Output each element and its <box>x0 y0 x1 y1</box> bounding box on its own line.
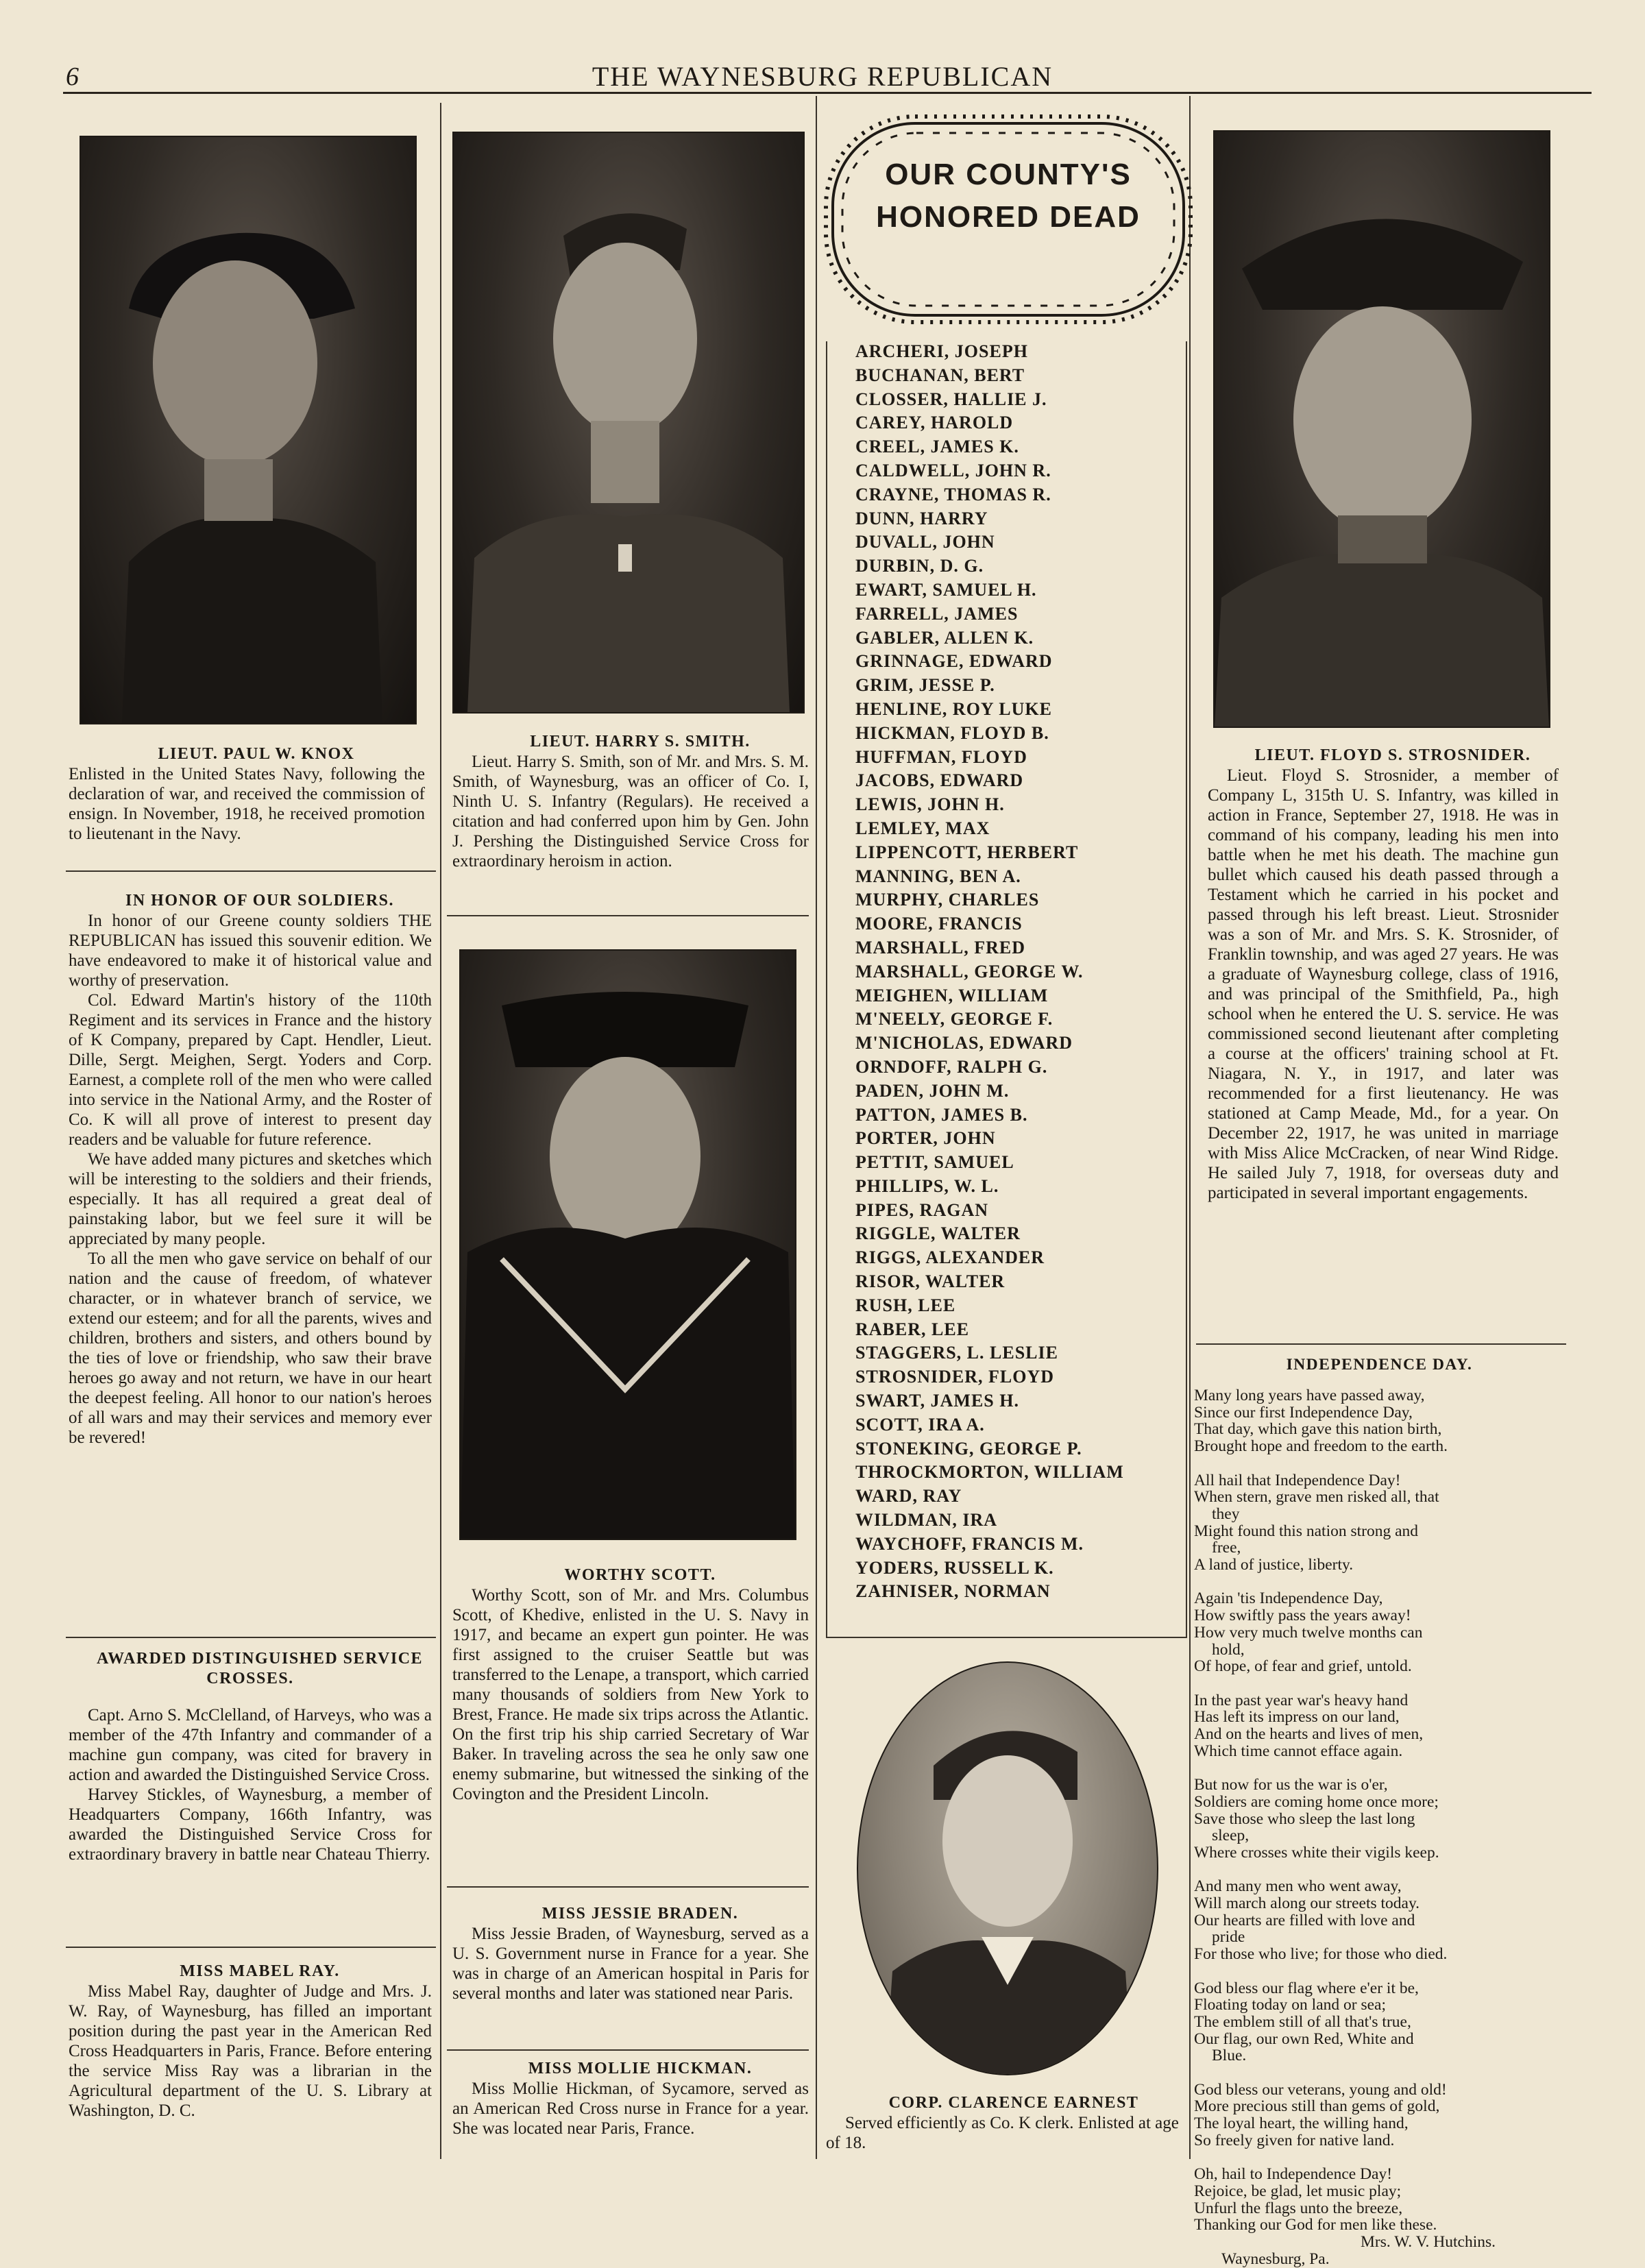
honor-p1: In honor of our Greene county soldiers THE REPUBLICAN has issued this souvenir edition. We have endeavored to make it of historical value and worthy of preservation. <box>69 912 432 990</box>
earnest-portrait-icon <box>858 1663 1157 2074</box>
scott-photo <box>459 949 796 1540</box>
honored-dead-name: CALDWELL, JOHN R. <box>855 460 1051 480</box>
honor-p3: We have added many pictures and sketches which will be interesting to the soldiers and their friends, especially. It has all required a great deal of painstaking labor, but we feel sure it will be appreciated by many people. <box>69 1150 432 1248</box>
honored-dead-name: ARCHERI, JOSEPH <box>855 341 1028 361</box>
poem-line: Soldiers are coming home once more; <box>1194 1792 1439 1811</box>
poem-line: Might found this nation strong and <box>1194 1522 1419 1540</box>
poem-line: Floating today on land or sea; <box>1194 1996 1386 2014</box>
ray-article <box>69 1962 432 2121</box>
honored-dead-name: LEMLEY, MAX <box>855 818 990 838</box>
poem-stanza <box>1194 1980 1523 2065</box>
poem-line: Blue. <box>1212 2047 1247 2065</box>
poem-line: Again 'tis Independence Day, <box>1194 1589 1383 1608</box>
honored-dead-name: WARD, RAY <box>855 1486 962 1507</box>
poem-line: Which time cannot efface again. <box>1194 1742 1403 1760</box>
poem-line: Our hearts are filled with love and <box>1194 1911 1415 1929</box>
rule-strosnider <box>1196 1343 1566 1345</box>
honored-dead-name: PORTER, JOHN <box>855 1128 996 1149</box>
poem-stanza <box>1194 1777 1523 1862</box>
poem-line: Has left its impress on our land, <box>1194 1708 1400 1727</box>
poem-stanza <box>1194 1590 1523 1675</box>
honor-p4: To all the men who gave service on behalf of our nation and the cause of freedom, of whatever character, or in whatever branch of service, we extend our esteem; and for all the parents, wives and children, brothers and sisters, and others bound by the ties of love or friendship, who saw their brave heroes go away and not return, we have in our heart the deepest feeling. All honor to our nation's heroes of all wars and may their services and memory ever be revered! <box>69 1249 432 1447</box>
ray-head: MISS MABEL RAY. <box>180 1962 340 1980</box>
honored-dead-name: WILDMAN, IRA <box>855 1510 997 1531</box>
poem-line: For those who live; for those who died. <box>1194 1945 1448 1964</box>
header-rule <box>63 92 1592 94</box>
poem-stanza <box>1194 1692 1523 1760</box>
honored-dead-name: MEIGHEN, WILLIAM <box>855 985 1049 1005</box>
honored-dead-name: PIPES, RAGAN <box>855 1199 989 1220</box>
poem-stanza <box>1194 2166 1523 2267</box>
knox-photo <box>80 136 417 724</box>
honored-dead-name: STAGGERS, L. LESLIE <box>855 1343 1058 1363</box>
dsc-p1: Capt. Arno S. McClelland, of Harveys, who was a member of the 47th Infantry and commander of a machine gun company, was cited for bravery in action and awarded the Distinguished Service Cross. <box>69 1706 432 1784</box>
honored-dead-name: LIPPENCOTT, HERBERT <box>855 842 1079 862</box>
rule-knox <box>66 870 436 872</box>
poem-stanza <box>1194 2082 1523 2149</box>
poem-line: And many men who went away, <box>1194 1877 1402 1896</box>
poem-line: The emblem still of all that's true, <box>1194 2012 1411 2031</box>
dead-box-left <box>826 341 827 1637</box>
honored-dead-name: RUSH, LEE <box>855 1295 956 1315</box>
poem-line: they <box>1212 1504 1240 1523</box>
honored-dead-name: ZAHNISER, NORMAN <box>855 1581 1051 1602</box>
honored-dead-list <box>855 340 1157 1604</box>
poem-line: But now for us the war is o'er, <box>1194 1776 1388 1794</box>
poem-line: A land of justice, liberty. <box>1194 1556 1354 1574</box>
honor-article <box>69 891 432 1448</box>
honored-dead-name: HICKMAN, FLOYD B. <box>855 722 1049 743</box>
poem-line: Many long years have passed away, <box>1194 1387 1425 1404</box>
poem-line: Where crosses white their vigils keep. <box>1194 1843 1439 1862</box>
earnest-caption <box>826 2093 1182 2153</box>
strosnider-caption <box>1208 746 1559 1203</box>
dsc-head: AWARDED DISTINGUISHED SERVICE CROSSES. <box>96 1650 424 1687</box>
poem-line: Our flag, our own Red, White and <box>1194 2029 1414 2048</box>
knox-caption-body: Enlisted in the United States Navy, following the declaration of war, and received the commission of ensign. In November, 1918, he received promotion to lieutenant in the Navy. <box>69 765 425 843</box>
smith-caption-body: Lieut. Harry S. Smith, son of Mr. and Mrs. S. M. Smith, of Waynesburg, was an officer of Co. I, Ninth U. S. Infantry (Regulars). He received a citation and had conferred upon him by Gen. John J. Pershing the Distinguished Service Cross for extraordinary heroism in action. <box>452 753 809 870</box>
honored-dead-name: PHILLIPS, W. L. <box>855 1175 999 1196</box>
strosnider-photo <box>1213 130 1550 728</box>
honored-dead-name: MARSHALL, GEORGE W. <box>855 961 1084 981</box>
poem-line: Save those who sleep the last long <box>1194 1809 1415 1828</box>
honored-dead-name: DURBIN, D. G. <box>855 556 984 576</box>
rule-honor <box>66 1637 436 1638</box>
rule-smith <box>447 915 809 916</box>
poem-signature: Mrs. W. V. Hutchins. <box>1361 2233 1496 2252</box>
honored-dead-name: CRAYNE, THOMAS R. <box>855 484 1051 504</box>
honored-dead-name: THROCKMORTON, WILLIAM <box>855 1462 1124 1483</box>
scott-caption-body: Worthy Scott, son of Mr. and Mrs. Columbus Scott, of Khedive, enlisted in the U. S. Navy in 1917, and became an expert gun pointer. He was first assigned to the cruiser Seattle but was transferred to the Lenape, a transport, which carried many thousands of soldiers from New York to Brest, France. He made six trips across the Atlantic. On the first trip his ship carried Secretary of War Baker. In traveling across the sea he only saw one enemy submarine, but witnessed the sinking of the Covington and the President Lincoln. <box>452 1586 809 1803</box>
honored-dead-name: PATTON, JAMES B. <box>855 1104 1028 1125</box>
hickman-body: Miss Mollie Hickman, of Sycamore, served as an American Red Cross nurse in France for a year. She was located near Paris, France. <box>452 2080 809 2138</box>
earnest-caption-head: CORP. CLARENCE EARNEST <box>888 2094 1139 2112</box>
dead-box-right <box>1186 341 1187 1637</box>
scott-portrait-icon <box>461 951 795 1539</box>
honored-dead-name: CREEL, JAMES K. <box>855 437 1019 457</box>
poem-line: Of hope, of fear and grief, untold. <box>1194 1657 1412 1676</box>
honored-dead-name: GABLER, ALLEN K. <box>855 627 1034 648</box>
honored-dead-name: ORNDOFF, RALPH G. <box>855 1056 1048 1077</box>
honored-dead-name: DUVALL, JOHN <box>855 532 995 552</box>
smith-caption-head: LIEUT. HARRY S. SMITH. <box>530 733 751 751</box>
independence-day-poem <box>1194 1387 1523 2267</box>
honored-dead-name: BUCHANAN, BERT <box>855 365 1025 385</box>
rule-scott <box>447 1886 809 1888</box>
honored-dead-name: RIGGLE, WALTER <box>855 1223 1021 1244</box>
honored-dead-name: MARSHALL, FRED <box>855 937 1026 958</box>
smith-caption <box>452 732 809 871</box>
braden-body: Miss Jessie Braden, of Waynesburg, served as a U. S. Government nurse in France for a year. She was in charge of an American hospital in Paris for several months and later was stationed near Paris. <box>452 1925 809 2003</box>
honored-dead-name: MANNING, BEN A. <box>855 866 1021 886</box>
poem-line: Since our first Independence Day, <box>1194 1403 1413 1422</box>
knox-portrait-icon <box>81 137 415 723</box>
poem-line: How swiftly pass the years away! <box>1194 1607 1411 1625</box>
column-rule-2 <box>816 96 817 2159</box>
newspaper-title: THE WAYNESBURG REPUBLICAN <box>592 61 1053 92</box>
hickman-article <box>452 2059 809 2138</box>
poem-line: free, <box>1212 1539 1241 1557</box>
honored-dead-name: MOORE, FRANCIS <box>855 914 1023 934</box>
honored-dead-name: STONEKING, GEORGE P. <box>855 1438 1082 1459</box>
knox-caption-head: LIEUT. PAUL W. KNOX <box>158 745 355 763</box>
braden-article <box>452 1904 809 2003</box>
honored-dead-name: GRINNAGE, EDWARD <box>855 651 1053 672</box>
honored-dead-name: MURPHY, CHARLES <box>855 890 1040 910</box>
poem-line: sleep, <box>1212 1827 1250 1845</box>
poem-line: Unfurl the flags unto the breeze, <box>1194 2199 1403 2217</box>
dsc-p2: Harvey Stickles, of Waynesburg, a member of Headquarters Company, 166th Infantry, was awarded the Distinguished Service Cross for extraordinary bravery in battle near Chateau Thierry. <box>69 1785 432 1864</box>
poem-head: INDEPENDENCE DAY. <box>1286 1356 1473 1374</box>
poem-line: And on the hearts and lives of men, <box>1194 1725 1424 1744</box>
poem-line: pride <box>1212 1928 1245 1947</box>
hickman-head: MISS MOLLIE HICKMAN. <box>528 2060 753 2077</box>
scott-caption <box>452 1565 809 1804</box>
strosnider-portrait-icon <box>1215 132 1549 727</box>
honored-dead-name: RIGGS, ALEXANDER <box>855 1247 1045 1268</box>
column-rule-3 <box>1189 96 1191 2159</box>
honored-dead-name: WAYCHOFF, FRANCIS M. <box>855 1533 1084 1554</box>
poem-line: Rejoice, be glad, let music play; <box>1194 2182 1402 2200</box>
column-rule-1 <box>440 103 441 2159</box>
dsc-article <box>69 1649 432 1864</box>
poem-stanza <box>1194 1878 1523 1963</box>
honored-dead-name: DUNN, HARRY <box>855 508 988 528</box>
honored-dead-name: GRIM, JESSE P. <box>855 675 995 696</box>
poem-line: All hail that Independence Day! <box>1194 1471 1401 1489</box>
rule-dsc <box>66 1947 436 1948</box>
honored-dead-name: FARRELL, JAMES <box>855 603 1019 624</box>
knox-caption <box>69 744 425 844</box>
rule-braden <box>447 2049 809 2051</box>
honored-dead-name: STROSNIDER, FLOYD <box>855 1367 1055 1387</box>
poem-line: More precious still than gems of gold, <box>1194 2097 1440 2116</box>
honored-dead-name: SCOTT, IRA A. <box>855 1414 985 1435</box>
ray-body: Miss Mabel Ray, daughter of Judge and Mrs. J. W. Ray, of Waynesburg, has filled an important position during the past year in the American Red Cross Headquarters in Paris, France. Before entering the service Miss Ray was a librarian in the Agricultural department of the U. S. Library at Washington, D. C. <box>69 1982 432 2120</box>
poem-line: God bless our flag where e'er it be, <box>1194 1979 1419 1997</box>
honored-dead-name: EWART, SAMUEL H. <box>855 579 1037 600</box>
poem-line: Oh, hail to Independence Day! <box>1194 2165 1393 2184</box>
poem-line: The loyal heart, the willing hand, <box>1194 2114 1409 2133</box>
earnest-photo <box>857 1661 1158 2075</box>
poem-stanza <box>1194 1387 1523 1455</box>
poem-place: Waynesburg, Pa. <box>1221 2249 1330 2268</box>
poem-line: So freely given for native land. <box>1194 2131 1395 2149</box>
dead-box-bottom <box>826 1637 1187 1638</box>
honored-dead-name: HUFFMAN, FLOYD <box>855 746 1027 767</box>
scott-caption-head: WORTHY SCOTT. <box>564 1566 716 1584</box>
honored-dead-title: OUR COUNTY'S HONORED DEAD <box>876 158 1141 234</box>
poem-line: Brought hope and freedom to the earth. <box>1194 1437 1448 1456</box>
page-number: 6 <box>66 62 79 91</box>
earnest-caption-body: Served efficiently as Co. K clerk. Enlisted at age of 18. <box>826 2114 1179 2152</box>
honor-head: IN HONOR OF OUR SOLDIERS. <box>125 892 394 910</box>
honored-dead-name: PETTIT, SAMUEL <box>855 1152 1014 1173</box>
poem-line: That day, which gave this nation birth, <box>1194 1420 1442 1439</box>
honored-dead-name: SWART, JAMES H. <box>855 1391 1019 1411</box>
honored-dead-name: LEWIS, JOHN H. <box>855 794 1005 815</box>
honored-dead-name: M'NEELY, GEORGE F. <box>855 1009 1053 1029</box>
honored-dead-name: CAREY, HAROLD <box>855 413 1014 433</box>
poem-line: How very much twelve months can <box>1194 1623 1423 1642</box>
honored-dead-name: RISOR, WALTER <box>855 1271 1006 1292</box>
honored-dead-name: CLOSSER, HALLIE J. <box>855 389 1047 409</box>
honor-p2: Col. Edward Martin's history of the 110th Regiment and its services in France and the history of K Company, prepared by Capt. Hendler, Lieut. Dille, Sergt. Meighen, Sergt. Yoders and Corp. Earnest, a complete roll of the men who were called into service in the National Army, and the Roster of Co. K will all prove of interest to present day readers and be valuable for future reference. <box>69 991 432 1149</box>
smith-photo <box>452 132 805 714</box>
poem-line: God bless our veterans, young and old! <box>1194 2080 1447 2099</box>
strosnider-caption-body: Lieut. Floyd S. Strosnider, a member of Company L, 315th U. S. Infantry, was killed in action in France, September 27, 1918. He was in command of his company, leading his men into battle when he met his death. The machine gun bullet which caused his death passed through a Testament which he carried in his pocket and passed through his left breast. Lieut. Strosnider was a son of Mr. and Mrs. S. K. Strosnider, of Franklin township, and was aged 27 years. He was a graduate of Waynesburg college, class of 1916, and was principal of the Smithfield, Pa., high school when he entered the U. S. service. He was commissioned second lieutenant after completing a course at the officers' training school at Ft. Niagara, N. Y., in 1917, and later was recommended for a first lieutenancy. He was stationed at Camp Meade, Md., for a year. On December 22, 1917, he was united in marriage with Miss Alice McCracken, of near Wind Ridge. He sailed July 7, 1918, for overseas duty and participated in several important engagements. <box>1208 766 1559 1202</box>
poem-line: Will march along our streets today. <box>1194 1894 1420 1913</box>
smith-portrait-icon <box>454 133 803 712</box>
honored-dead-name: YODERS, RUSSELL K. <box>855 1557 1054 1578</box>
poem-stanza <box>1194 1472 1523 1574</box>
poem-line: When stern, grave men risked all, that <box>1194 1488 1439 1507</box>
honored-dead-name: HENLINE, ROY LUKE <box>855 698 1052 719</box>
strosnider-caption-head: LIEUT. FLOYD S. STROSNIDER. <box>1254 746 1531 764</box>
honored-dead-name: PADEN, JOHN M. <box>855 1080 1010 1101</box>
poem-line: In the past year war's heavy hand <box>1194 1691 1409 1709</box>
poem-line: hold, <box>1212 1640 1245 1659</box>
honored-dead-name: M'NICHOLAS, EDWARD <box>855 1033 1073 1053</box>
honored-dead-name: RABER, LEE <box>855 1319 970 1339</box>
braden-head: MISS JESSIE BRADEN. <box>541 1905 739 1923</box>
poem-line: Thanking our God for men like these. <box>1194 2216 1437 2234</box>
honored-dead-name: JACOBS, EDWARD <box>855 770 1024 791</box>
